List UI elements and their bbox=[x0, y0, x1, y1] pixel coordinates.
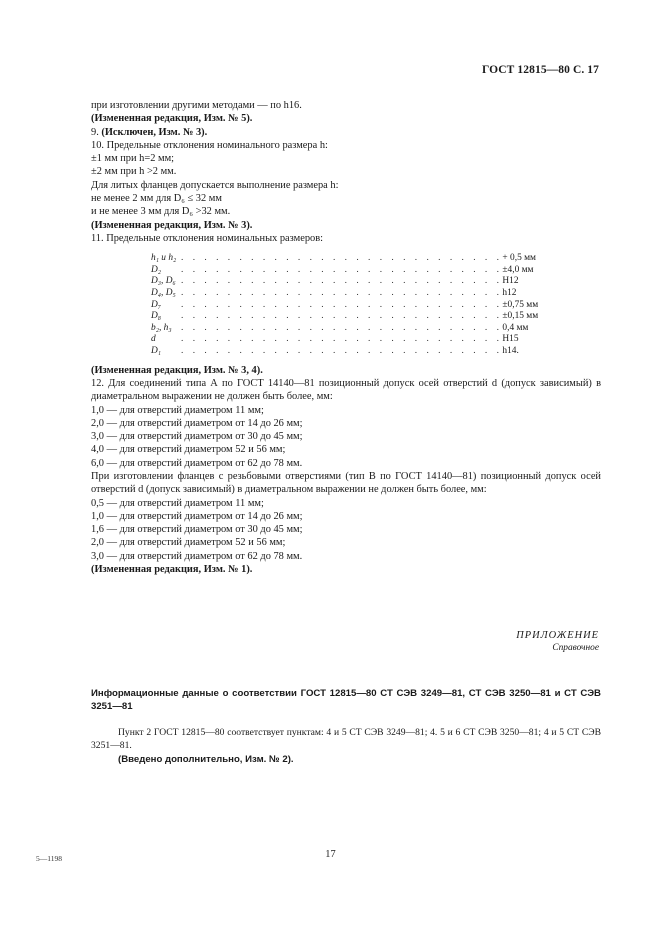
tolerance-value: h12 bbox=[502, 288, 517, 299]
diameter-list-b bbox=[91, 497, 601, 563]
text-line: при изготовлении другими методами — по h16. bbox=[91, 100, 302, 111]
item-10: 10. Предельные отклонения номинального размера h: bbox=[91, 139, 328, 151]
tolerance-row bbox=[151, 300, 572, 312]
text-line: не менее 2 мм для D₆ ≤ 32 мм bbox=[91, 193, 222, 205]
print-code: 5—1198 bbox=[36, 854, 62, 863]
tolerance-value: ±0,15 мм bbox=[502, 311, 539, 322]
list-item: 2,0 — для отверстий диаметром 52 и 56 мм; bbox=[91, 537, 286, 549]
dot-leader: . . . . . . . . . . . . . . . . . . . . . . . . . . . . bbox=[181, 346, 503, 357]
tolerance-row bbox=[151, 253, 572, 265]
tolerance-row bbox=[151, 288, 572, 300]
tolerance-row bbox=[151, 334, 572, 346]
tolerance-table bbox=[151, 253, 572, 357]
tolerance-symbol: D₁ bbox=[151, 346, 162, 357]
revision-note: (Измененная редакция, Изм. № 5). bbox=[91, 113, 253, 125]
page-header: ГОСТ 12815—80 С. 17 bbox=[481, 64, 599, 76]
list-item: 1,0 — для отверстий диаметром от 14 до 26 мм; bbox=[91, 510, 303, 522]
tolerance-symbol: D₂ bbox=[151, 264, 162, 275]
tolerance-symbol: h₁ и h₂ bbox=[151, 253, 177, 264]
appendix-heading: Информационные данные о соответствии ГОСТ 12815—80 СТ СЭВ 3249—81, СТ СЭВ 3250—81 и СТ СЭВ 3251—81 bbox=[91, 688, 601, 712]
diameter-list-a bbox=[91, 404, 601, 470]
dot-leader: . . . . . . . . . . . . . . . . . . . . . . . . . . . . bbox=[181, 276, 503, 287]
page-number: 17 bbox=[325, 849, 336, 860]
dot-leader: . . . . . . . . . . . . . . . . . . . . . . . . . . . . bbox=[181, 322, 503, 333]
list-item: 2,0 — для отверстий диаметром от 14 до 26 мм; bbox=[91, 417, 303, 429]
appendix-note: (Введено дополнительно, Изм. № 2). bbox=[118, 754, 294, 765]
appendix-paragraph: Пункт 2 ГОСТ 12815—80 соответствует пунктам: 4 и 5 СТ СЭВ 3249—81; 4. 5 и 6 СТ СЭВ 3250—81; 4 и 5 СТ СЭВ 3251—81. bbox=[91, 727, 601, 751]
revision-note: (Измененная редакция, Изм. № 3, 4). bbox=[91, 364, 263, 376]
list-item: 0,5 — для отверстий диаметром 11 мм; bbox=[91, 497, 264, 509]
text-line: ±2 мм при h >2 мм. bbox=[91, 166, 177, 178]
tolerance-value: ±0,75 мм bbox=[502, 299, 539, 310]
item-9 bbox=[91, 126, 601, 139]
main-text bbox=[91, 99, 601, 576]
tolerance-value: ±4,0 мм bbox=[502, 264, 534, 275]
tolerance-symbol: D₇ bbox=[151, 299, 162, 310]
text-line: Для литых фланцев допускается выполнение размера h: bbox=[91, 179, 339, 191]
tolerance-symbol: D₈ bbox=[151, 311, 162, 322]
tolerance-row bbox=[151, 276, 572, 288]
appendix-title: ПРИЛОЖЕНИЕ bbox=[516, 630, 599, 641]
revision-note: (Измененная редакция, Изм. № 3). bbox=[91, 219, 253, 231]
tolerance-value: h14. bbox=[502, 346, 519, 357]
item-9-note: (Исключен, Изм. № 3). bbox=[101, 126, 208, 138]
list-item: 6,0 — для отверстий диаметром от 62 до 78 мм. bbox=[91, 457, 303, 469]
dot-leader: . . . . . . . . . . . . . . . . . . . . . . . . . . . . bbox=[181, 299, 503, 310]
revision-note: (Измененная редакция, Изм. № 1). bbox=[91, 564, 253, 576]
tolerance-row bbox=[151, 323, 572, 335]
appendix-content bbox=[91, 688, 601, 766]
list-item: 1,0 — для отверстий диаметром 11 мм; bbox=[91, 404, 264, 416]
tolerance-row bbox=[151, 346, 572, 358]
appendix-subtitle: Справочное bbox=[552, 643, 599, 654]
tolerance-symbol: D₄, D₅ bbox=[151, 288, 176, 299]
dot-leader: . . . . . . . . . . . . . . . . . . . . . . . . . . . . bbox=[181, 288, 503, 299]
list-item: 3,0 — для отверстий диаметром от 30 до 45 мм; bbox=[91, 431, 303, 443]
dot-leader: . . . . . . . . . . . . . . . . . . . . . . . . . . . . bbox=[181, 311, 503, 322]
dot-leader: . . . . . . . . . . . . . . . . . . . . . . . . . . . . bbox=[181, 264, 503, 275]
tolerance-symbol: d bbox=[151, 334, 156, 345]
tolerance-value: + 0,5 мм bbox=[502, 253, 536, 264]
tolerance-symbol: b₂, h₃ bbox=[151, 322, 172, 333]
item-9-number: 9. bbox=[91, 126, 102, 138]
dot-leader: . . . . . . . . . . . . . . . . . . . . . . . . . . . . bbox=[181, 334, 503, 345]
tolerance-value: 0,4 мм bbox=[502, 322, 529, 333]
text-line: и не менее 3 мм для D₆ >32 мм. bbox=[91, 206, 231, 218]
tolerance-symbol: D₃, D₆ bbox=[151, 276, 176, 287]
tolerance-row bbox=[151, 265, 572, 277]
text-line: ±1 мм при h=2 мм; bbox=[91, 153, 175, 165]
appendix-label bbox=[516, 629, 599, 656]
list-item: 1,6 — для отверстий диаметром от 30 до 45 мм; bbox=[91, 524, 303, 536]
tolerance-row bbox=[151, 311, 572, 323]
list-item: 3,0 — для отверстий диаметром от 62 до 78 мм. bbox=[91, 550, 303, 562]
list-item: 4,0 — для отверстий диаметром 52 и 56 мм; bbox=[91, 444, 286, 456]
tolerance-value: H15 bbox=[502, 334, 519, 345]
threaded-paragraph: При изготовлении фланцев с резьбовыми отверстиями (тип В по ГОСТ 14140—81) позиционный допуск осей отверстий d (допуск зависимый) в диаметральном выражении не должен быть более, мм: bbox=[91, 470, 601, 496]
dot-leader: . . . . . . . . . . . . . . . . . . . . . . . . . . . . bbox=[181, 253, 503, 264]
tolerance-value: H12 bbox=[502, 276, 519, 287]
item-11: 11. Предельные отклонения номинальных размеров: bbox=[91, 232, 323, 244]
item-12: 12. Для соединений типа А по ГОСТ 14140—81 позиционный допуск осей отверстий d (допуск зависимый) в диаметральном выражении не должен быть более, мм: bbox=[91, 377, 601, 403]
